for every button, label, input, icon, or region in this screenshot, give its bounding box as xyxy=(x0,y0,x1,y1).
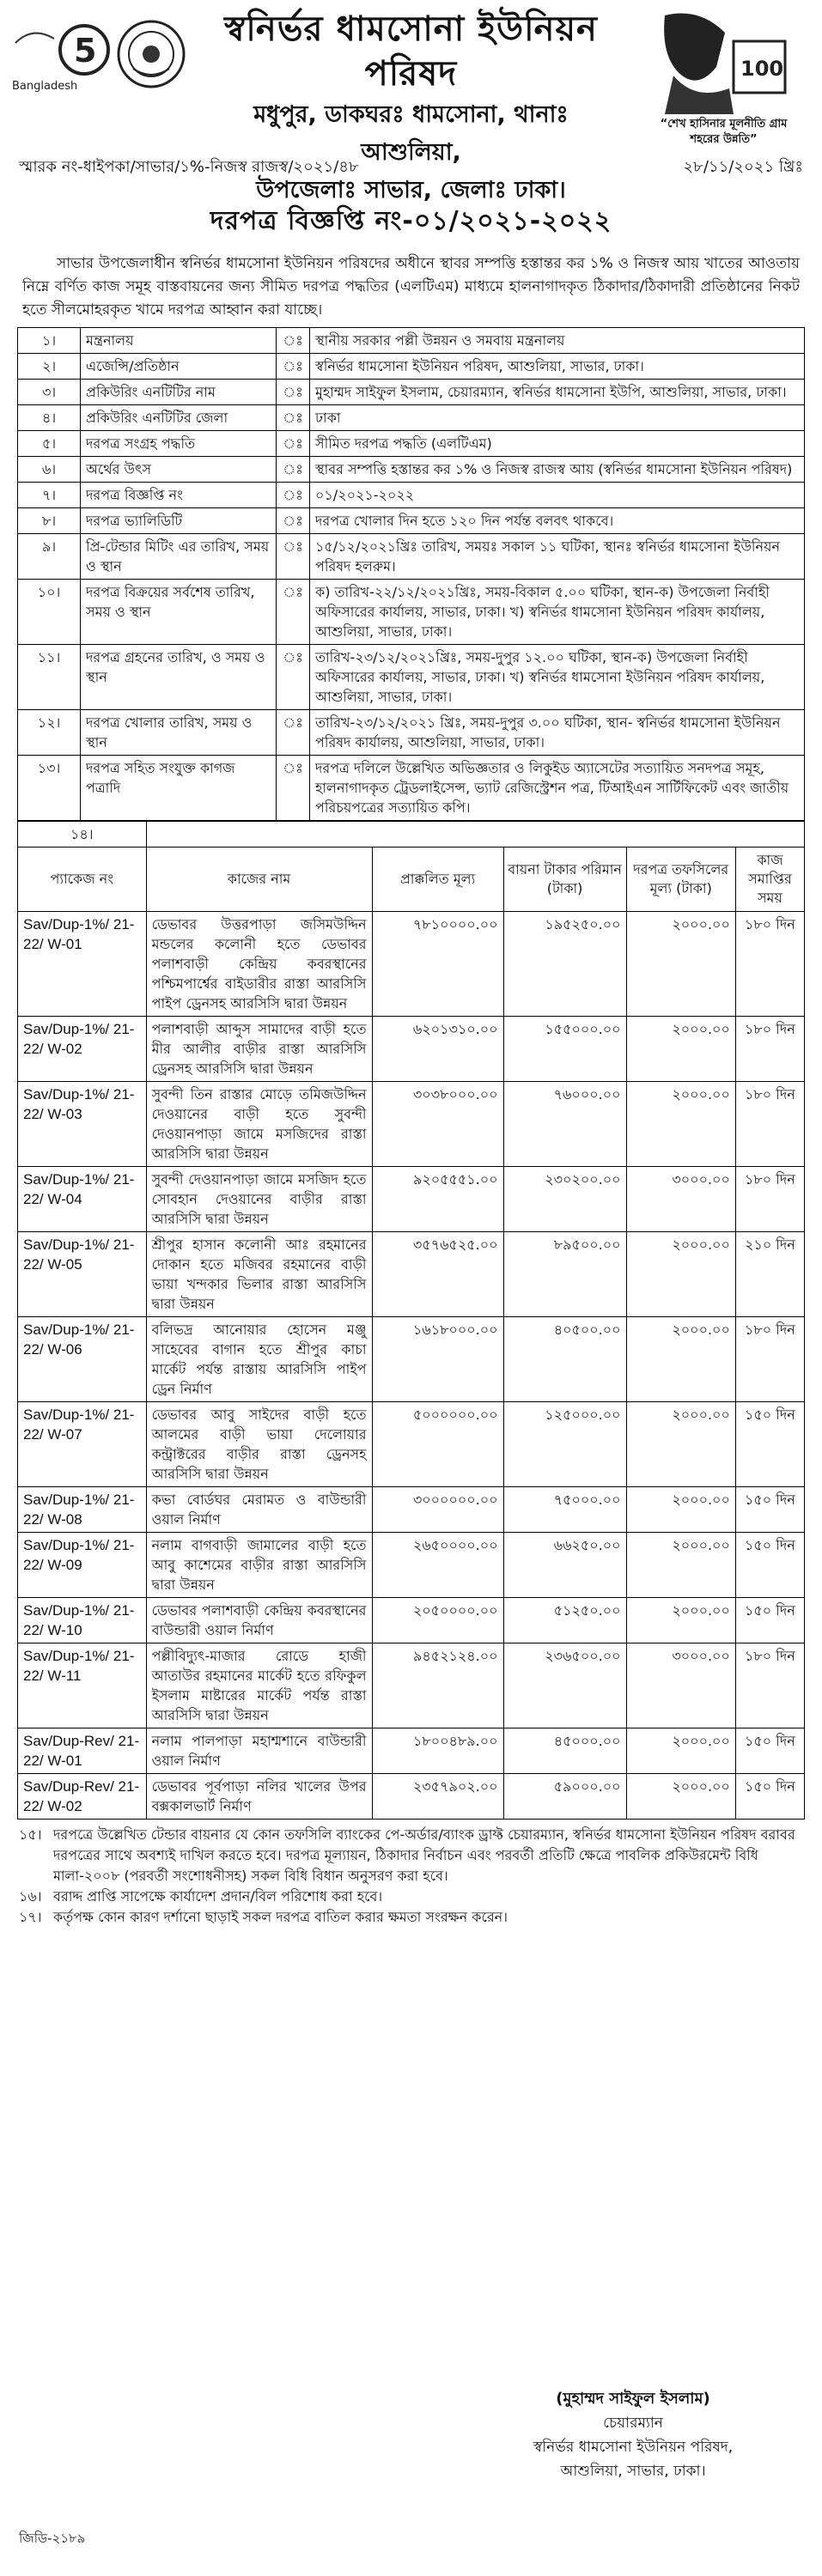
package-work: ডেভাবর উত্তরপাড়া জসিমউদ্দিন মন্ডলের কলোনী হতে ডেভাবর পলাশবাড়ী কেন্দ্রিয় কবরস্থানের পশ্চিমপার্শ্বের বাইডারীর রাস্তা আরসিসি পাইপ ড্রেনসহ আরসিসি দ্বারা উন্নয়ন xyxy=(146,912,372,1017)
package-work: শ্রীপুর হাসান কলোনী আঃ রহমানের দোকান হতে মজিবর রহমানের বাড়ী ভায়া খন্দকার ভিলার রাস্তা আরসিসি দ্বারা উন্নয়ন xyxy=(146,1232,372,1317)
info-row xyxy=(18,534,805,580)
svg-text:5: 5 xyxy=(74,32,97,70)
info-row xyxy=(18,354,805,380)
info-serial: ৯। xyxy=(18,534,81,580)
tender-info-table xyxy=(17,327,805,821)
package-time: ১৫০ দিন xyxy=(735,1598,804,1643)
package-code: Sav/Dup-1%/ 21-22/ W-03 xyxy=(18,1082,147,1167)
info-label: দরপত্র সংগ্রহ পদ্ধতি xyxy=(81,431,277,457)
package-code: Sav/Dup-1%/ 21-22/ W-11 xyxy=(18,1643,147,1728)
package-time: ১৫০ দিন xyxy=(735,1402,804,1487)
government-seal-icon xyxy=(116,19,186,89)
info-row xyxy=(18,508,805,534)
package-code: Sav/Dup-1%/ 21-22/ W-10 xyxy=(18,1598,147,1643)
package-row xyxy=(18,1487,805,1533)
info-label: দরপত্র ভ্যালিডিটি xyxy=(81,508,277,534)
package-estimate: ১৬১৮০০০.০০ xyxy=(372,1317,503,1402)
info-row xyxy=(18,710,805,756)
package-doc-price: ২০০০.০০ xyxy=(626,1533,735,1598)
info-colon: ঃ xyxy=(277,483,310,508)
info-row xyxy=(18,483,805,508)
note-text: কর্তৃপক্ষ কোন কারণ দর্শানো ছাড়াই সকল দরপত্র বাতিল করার ক্ষমতা সংরক্ষন করেন। xyxy=(53,1909,508,1925)
info-row xyxy=(18,756,805,821)
info-value: ১৫/১২/২০২১খ্রিঃ তারিখ, সময়ঃ সকাল ১১ ঘটিকা, স্থানঃ স্বনির্ভর ধামসোনা ইউনিয়ন পরিষদ হলরুম। xyxy=(310,534,805,580)
col-earnest: বায়না টাকার পরিমান (টাকা) xyxy=(503,848,626,912)
package-time: ১৮০ দিন xyxy=(735,912,804,1017)
info-colon: ঃ xyxy=(277,710,310,756)
info-label: প্রি-টেন্ডার মিটিং এর তারিখ, সময় ও স্থান xyxy=(81,534,277,580)
info-serial: ৭। xyxy=(18,483,81,508)
package-row xyxy=(18,1017,805,1082)
info-colon: ঃ xyxy=(277,580,310,645)
package-doc-price: ২০০০.০০ xyxy=(626,1774,735,1820)
package-code: Sav/Dup-1%/ 21-22/ W-04 xyxy=(18,1167,147,1232)
package-code: Sav/Dup-1%/ 21-22/ W-07 xyxy=(18,1402,147,1487)
package-code: Sav/Dup-1%/ 21-22/ W-02 xyxy=(18,1017,147,1082)
info-colon: ঃ xyxy=(277,534,310,580)
package-doc-price: ২০০০.০০ xyxy=(626,1402,735,1487)
package-header-row xyxy=(18,848,805,912)
package-doc-price: ২০০০.০০ xyxy=(626,1017,735,1082)
info-value: ০১/২০২১-২০২২ xyxy=(310,483,805,508)
package-work: পল্লীবিদ্যুৎ-মাজার রোডে হাজী আতাউর রহমানের মার্কেট হতে রফিকুল ইসলাম মাষ্টারের মার্কেট পর্যন্ত রাস্তা আরসিসি দ্বারা উন্নয়ন xyxy=(146,1643,372,1728)
signatory-designation: চেয়ারম্যান xyxy=(603,2415,663,2432)
note-item xyxy=(19,1907,803,1928)
package-earnest: ১২৫০০০.০০ xyxy=(503,1402,626,1487)
info-label: দরপত্র গ্রহনের তারিখ, ও সময় ও স্থান xyxy=(81,645,277,710)
info-value: ক) তারিখ-২২/১২/২০২১খ্রিঃ, সময়-বিকাল ৫.০০ ঘটিকা, স্থান-ক) উপজেলা নির্বাহী অফিসারের কার্যালয়, সাভার, ঢাকা। খ) স্বনির্ভর ধামসোনা ইউনিয়ন পরিষদ কার্যালয়, আশুলিয়া, সাভার, ঢাকা। xyxy=(310,580,805,645)
footer-code: জিডি-২১৮৯ xyxy=(19,2530,86,2546)
info-value: স্থাবর সম্পত্তি হস্তান্তর কর ১% ও নিজস্ব রাজস্ব আয় (স্বনির্ভর ধামসোনা ইউনিয়ন পরিষদ) xyxy=(310,457,805,483)
info-colon: ঃ xyxy=(277,756,310,821)
package-work: ডেভাবর পলাশবাড়ী কেন্দ্রিয় কবরস্থানের বাউন্ডারী ওয়াল নির্মাণ xyxy=(146,1598,372,1643)
info-row xyxy=(18,405,805,431)
package-earnest: ৪০৫০০.০০ xyxy=(503,1317,626,1402)
package-code: Sav/Dup-Rev/ 21-22/ W-02 xyxy=(18,1774,147,1820)
col-estimate: প্রাক্কলিত মূল্য xyxy=(372,848,503,912)
package-estimate: ২৩৫৭৯০২.০০ xyxy=(372,1774,503,1820)
row-14-serial: ১৪। xyxy=(18,822,147,848)
package-earnest: ২৩৬৫০০.০০ xyxy=(503,1643,626,1728)
row-14 xyxy=(18,822,805,848)
svg-text:Bangladesh: Bangladesh xyxy=(12,80,78,93)
notice-title: দরপত্র বিজ্ঞপ্তি নং-০১/২০২১-২০২২ xyxy=(210,206,612,236)
package-time: ১৮০ দিন xyxy=(735,1167,804,1232)
memo-date: ২৮/১১/২০২১ খ্রিঃ xyxy=(683,158,803,176)
package-estimate: ১৮০০৪৮৯.০০ xyxy=(372,1728,503,1774)
info-row xyxy=(18,457,805,483)
package-estimate: ৩০০০০০০.০০ xyxy=(372,1487,503,1533)
info-colon: ঃ xyxy=(277,328,310,354)
package-earnest: ৮৯৫০০.০০ xyxy=(503,1232,626,1317)
info-label: প্রকিউরিং এনটিটির নাম xyxy=(81,380,277,405)
package-earnest: ৫৯০০০.০০ xyxy=(503,1774,626,1820)
info-serial: ১০। xyxy=(18,580,81,645)
package-doc-price: ২০০০.০০ xyxy=(626,1728,735,1774)
package-estimate: ২৬৫০০০০.০০ xyxy=(372,1533,503,1598)
package-row xyxy=(18,1167,805,1232)
info-value: সীমিত দরপত্র পদ্ধতি (এলটিএম) xyxy=(310,431,805,457)
package-earnest: ৭৫০০০.০০ xyxy=(503,1487,626,1533)
letterhead xyxy=(0,0,822,204)
package-row xyxy=(18,1533,805,1598)
package-earnest: ৭৬০০০.০০ xyxy=(503,1082,626,1167)
info-serial: ৫। xyxy=(18,431,81,457)
signatory-name: (মুহাম্মদ সাইফুল ইসলাম) xyxy=(556,2390,710,2408)
info-serial: ১১। xyxy=(18,645,81,710)
package-estimate: ৩৫৭৬৫২৫.০০ xyxy=(372,1232,503,1317)
note-number: ১৫। xyxy=(19,1826,42,1843)
package-estimate: ৯২০৫৫৫১.০০ xyxy=(372,1167,503,1232)
package-work: সুবন্দী দেওয়ানপাড়া জামে মসজিদ হতে সোবহান দেওয়ানের বাড়ীর রাস্তা আরসিসি দ্বারা উন্নয়ন xyxy=(146,1167,372,1232)
info-serial: ৬। xyxy=(18,457,81,483)
package-earnest: ১৯৫২৫০.০০ xyxy=(503,912,626,1017)
package-doc-price: ৩০০০.০০ xyxy=(626,1167,735,1232)
info-serial: ৮। xyxy=(18,508,81,534)
info-serial: ১৩। xyxy=(18,756,81,821)
note-text: বরাদ্দ প্রাপ্তি সাপেক্ষে কার্যাদেশ প্রদান/বিল পরিশোধ করা হবে। xyxy=(53,1888,383,1905)
package-earnest: ৬৬২৫০.০০ xyxy=(503,1533,626,1598)
package-code: Sav/Dup-1%/ 21-22/ W-09 xyxy=(18,1533,147,1598)
package-doc-price: ২০০০.০০ xyxy=(626,1598,735,1643)
memo-row xyxy=(19,155,803,181)
info-label: মন্ত্রনালয় xyxy=(81,328,277,354)
package-doc-price: ২০০০.০০ xyxy=(626,1317,735,1402)
info-serial: ২। xyxy=(18,354,81,380)
org-name: স্বনির্ভর ধামসোনা ইউনিয়ন পরিষদ xyxy=(224,9,598,94)
package-row xyxy=(18,1402,805,1487)
signatory-office: স্বনির্ভর ধামসোনা ইউনিয়ন পরিষদ, xyxy=(533,2439,734,2456)
col-doc-price: দরপত্র তফসিলের মূল্য (টাকা) xyxy=(626,848,735,912)
address-line-1: মধুপুর, ডাকঘরঃ ধামসোনা, থানাঃ আশুলিয়া, xyxy=(253,101,569,166)
info-serial: ১২। xyxy=(18,710,81,756)
package-time: ২১০ দিন xyxy=(735,1232,804,1317)
package-row xyxy=(18,1598,805,1643)
info-colon: ঃ xyxy=(277,645,310,710)
package-time: ১৫০ দিন xyxy=(735,1728,804,1774)
package-earnest: ১৫৫০০০.০০ xyxy=(503,1017,626,1082)
info-value: মুহাম্মদ সাইফুল ইসলাম, চেয়ারম্যান, স্বনির্ভর ধামসোনা ইউপি, আশুলিয়া, সাভার, ঢাকা। xyxy=(310,380,805,405)
package-time: ১৫০ দিন xyxy=(735,1533,804,1598)
signatory-location: আশুলিয়া, সাভার, ঢাকা। xyxy=(560,2463,706,2480)
info-colon: ঃ xyxy=(277,354,310,380)
info-colon: ঃ xyxy=(277,431,310,457)
package-row xyxy=(18,1317,805,1402)
info-label: দরপত্র খোলার তারিখ, সময় ও স্থান xyxy=(81,710,277,756)
package-earnest: ২৩০২০০.০০ xyxy=(503,1167,626,1232)
package-row xyxy=(18,1728,805,1774)
info-value: ঢাকা xyxy=(310,405,805,431)
package-work: সুবন্দী তিন রাস্তার মোড়ে তমিজউদ্দিন দেওয়ানের বাড়ী হতে সুবন্দী দেওয়ানপাড়া জামে মসজিদের রাস্তা আরসিসি দ্বারা উন্নয়ন xyxy=(146,1082,372,1167)
info-label: দরপত্র বিক্রয়ের সর্বশেষ তারিখ, সময় ও স্থান xyxy=(81,580,277,645)
package-time: ১৮০ দিন xyxy=(735,1082,804,1167)
package-work: নলাম বাগবাড়ী জামালের বাড়ী হতে আবু কাশেমের বাড়ীর রাস্তা আরসিসি দ্বারা উন্নয়ন xyxy=(146,1533,372,1598)
package-estimate: ২০৫০০০০.০০ xyxy=(372,1598,503,1643)
note-number: ১৬। xyxy=(19,1888,42,1905)
intro-paragraph: সাভার উপজেলাধীন স্বনির্ভর ধামসোনা ইউনিয়ন পরিষদের অধীনে স্থাবর সম্পত্তি হস্তান্তর কর ১% ও নিজস্ব আয় খাতের আওতায় নিম্নে বর্ণিত কাজ সমূহ বাস্তবায়নের জন্য সীমিত দরপত্র পদ্ধতির (এলটিএম) মাধ্যমে হালনাগাদকৃত ঠিকাদার/ঠিকাদারী প্রতিষ্ঠানের নিকট হতে সীলমোহরকৃত খামে দরপত্র আহ্বান করা যাচ্ছে। xyxy=(22,255,800,319)
package-code: Sav/Dup-Rev/ 21-22/ W-01 xyxy=(18,1728,147,1774)
info-value: স্বনির্ভর ধামসোনা ইউনিয়ন পরিষদ, আশুলিয়া, সাভার, ঢাকা। xyxy=(310,354,805,380)
signature-block xyxy=(496,2387,770,2483)
package-work: কভা বোর্ডঘর মেরামত ও বাউন্ডারী ওয়াল নির্মাণ xyxy=(146,1487,372,1533)
package-estimate: ৯৪৫২১২৪.০০ xyxy=(372,1643,503,1728)
package-earnest: ৫১২৫০.০০ xyxy=(503,1598,626,1643)
package-row xyxy=(18,1082,805,1167)
package-time: ১৮০ দিন xyxy=(735,1017,804,1082)
info-label: দরপত্র সহিত সংযুক্ত কাগজ পত্রাদি xyxy=(81,756,277,821)
col-completion: কাজ সমাপ্তির সময় xyxy=(735,848,804,912)
info-label: এজেন্সি/প্রতিষ্ঠান xyxy=(81,354,277,380)
note-text: দরপত্রে উল্লেখিত টেন্ডার বায়নার যে কোন তফসিলি ব্যাংকের পে-অর্ডার/ব্যাংক ড্রাফ্ট চেয়ারম্যান, স্বনির্ভর ধামসোনা ইউনিয়ন পরিষদ বরাবর দরপত্রের সাথে অবশ্যই দাখিল করতে হবে। দরপত্র মূল্যায়ন, ঠিকাদার নির্বাচন এবং পরবর্তী প্রতিটি ক্ষেত্রে পাবলিক প্রকিউরমেন্ট বিধি মালা-২০০৮ (পরবর্তী সংশোধনীসহ) সকল বিধি বিধান অনুসরণ করা হবে। xyxy=(53,1826,795,1884)
col-work-name: কাজের নাম xyxy=(146,848,372,912)
package-estimate: ৭৮১০০০০.০০ xyxy=(372,912,503,1017)
package-doc-price: ২০০০.০০ xyxy=(626,912,735,1017)
info-serial: ৩। xyxy=(18,380,81,405)
package-earnest: ৪৫০০০.০০ xyxy=(503,1728,626,1774)
info-value: স্থানীয় সরকার পল্লী উন্নয়ন ও সমবায় মন্ত্রনালয় xyxy=(310,328,805,354)
bangladesh-50-logo-icon xyxy=(7,17,110,94)
package-doc-price: ২০০০.০০ xyxy=(626,1082,735,1167)
info-row xyxy=(18,431,805,457)
info-serial: ১। xyxy=(18,328,81,354)
package-time: ১৮০ দিন xyxy=(735,1317,804,1402)
col-package-no: প্যাকেজ নং xyxy=(18,848,147,912)
package-estimate: ৬২০১৩১০.০০ xyxy=(372,1017,503,1082)
svg-text:100: 100 xyxy=(740,57,784,81)
info-row xyxy=(18,328,805,354)
package-estimate: ৫০০০০০০.০০ xyxy=(372,1402,503,1487)
address-line-2: উপজেলাঃ সাভার, জেলাঃ ঢাকা। xyxy=(256,177,566,204)
note-number: ১৭। xyxy=(19,1909,42,1925)
package-doc-price: ২০০০.০০ xyxy=(626,1232,735,1317)
slogan: “শেখ হাসিনার মূলনীতি গ্রাম শহরের উন্নতি” xyxy=(660,118,788,146)
info-value: দরপত্র খোলার দিন হতে ১২০ দিন পর্যন্ত বলবৎ থাকবে। xyxy=(310,508,805,534)
info-label: প্রকিউরিং এনটিটির জেলা xyxy=(81,405,277,431)
info-colon: ঃ xyxy=(277,508,310,534)
package-row xyxy=(18,1232,805,1317)
package-row xyxy=(18,1643,805,1728)
note-item xyxy=(19,1825,803,1886)
info-value: তারিখ-২৩/১২/২০২১ খ্রিঃ, সময়-দুপুর ৩.০০ ঘটিকা, স্থান- স্বনির্ভর ধামসোনা ইউনিয়ন পরিষদ কার্যালয়, আশুলিয়া, সাভার, ঢাকা। xyxy=(310,710,805,756)
info-colon: ঃ xyxy=(277,457,310,483)
info-serial: ৪। xyxy=(18,405,81,431)
memo-number: স্মারক নং-ধাইপকা/সাভার/১%-নিজস্ব রাজস্ব/২০২১/৪৮ xyxy=(19,158,359,176)
info-colon: ঃ xyxy=(277,380,310,405)
package-row xyxy=(18,912,805,1017)
info-value: দরপত্র দলিলে উল্লেখিত অভিজ্ঞতার ও লিকুইড অ্যাসেটের সত্যায়িত সনদপত্র সমূহ, হালনাগাদকৃত ট্রেডলাইসেন্স, ভ্যাট রেজিস্ট্রেশন পত্র, টিআইএন সার্টিফিকেট এবং জাতীয় পরিচয়পত্রের সত্যায়িত কপি। xyxy=(310,756,805,821)
package-code: Sav/Dup-1%/ 21-22/ W-01 xyxy=(18,912,147,1017)
package-table xyxy=(17,821,805,1820)
info-label: দরপত্র বিজ্ঞপ্তি নং xyxy=(81,483,277,508)
package-code: Sav/Dup-1%/ 21-22/ W-06 xyxy=(18,1317,147,1402)
package-code: Sav/Dup-1%/ 21-22/ W-05 xyxy=(18,1232,147,1317)
package-row xyxy=(18,1774,805,1820)
package-work: বলিভদ্র আনোয়ার হোসেন মঞ্জু সাহেবের বাগান হতে শ্রীপুর কাচা মার্কেট পর্যন্ত রাস্তায় আরসিসি পাইপ ড্রেন নির্মাণ xyxy=(146,1317,372,1402)
package-doc-price: ৩০০০.০০ xyxy=(626,1643,735,1728)
info-row xyxy=(18,380,805,405)
package-work: নলাম পালপাড়া মহাশ্মশানে বাউন্ডারী ওয়াল নির্মাণ xyxy=(146,1728,372,1774)
info-label: অর্থের উৎস xyxy=(81,457,277,483)
package-work: ডেভাবর পূর্বপাড়া নলির খালের উপর বক্সকালভার্ট নির্মাণ xyxy=(146,1774,372,1820)
note-item xyxy=(19,1886,803,1907)
package-estimate: ৩০৩৮০০০.০০ xyxy=(372,1082,503,1167)
info-value: তারিখ-২৩/১২/২০২১খ্রিঃ, সময়-দুপুর ১২.০০ ঘটিকা, স্থান-ক) উপজেলা নির্বাহী অফিসারের কার্যালয়, সাভার, ঢাকা। খ) স্বনির্ভর ধামসোনা ইউনিয়ন পরিষদ কার্যালয়, আশুলিয়া, সাভার, ঢাকা। xyxy=(310,645,805,710)
package-time: ১৮০ দিন xyxy=(735,1643,804,1728)
package-time: ১৫০ দিন xyxy=(735,1774,804,1820)
info-colon: ঃ xyxy=(277,405,310,431)
notes xyxy=(19,1825,803,1928)
package-code: Sav/Dup-1%/ 21-22/ W-08 xyxy=(18,1487,147,1533)
package-doc-price: ২০০০.০০ xyxy=(626,1487,735,1533)
info-row xyxy=(18,645,805,710)
info-row xyxy=(18,580,805,645)
package-work: পলাশবাড়ী আব্দুস সামাদের বাড়ী হতে মীর আলীর বাড়ীর রাস্তা আরসিসি ড্রেনসহ আরসিসি দ্বারা উন্নয়ন xyxy=(146,1017,372,1082)
package-work: ডেভাবর আবু সাইদের বাড়ী হতে আলমের বাড়ী ভায়া দেলোয়ার কন্ট্রাক্টরের বাড়ীর রাস্তা ড্রেনসহ আরসিসি দ্বারা উন্নয়ন xyxy=(146,1402,372,1487)
package-time: ১৫০ দিন xyxy=(735,1487,804,1533)
